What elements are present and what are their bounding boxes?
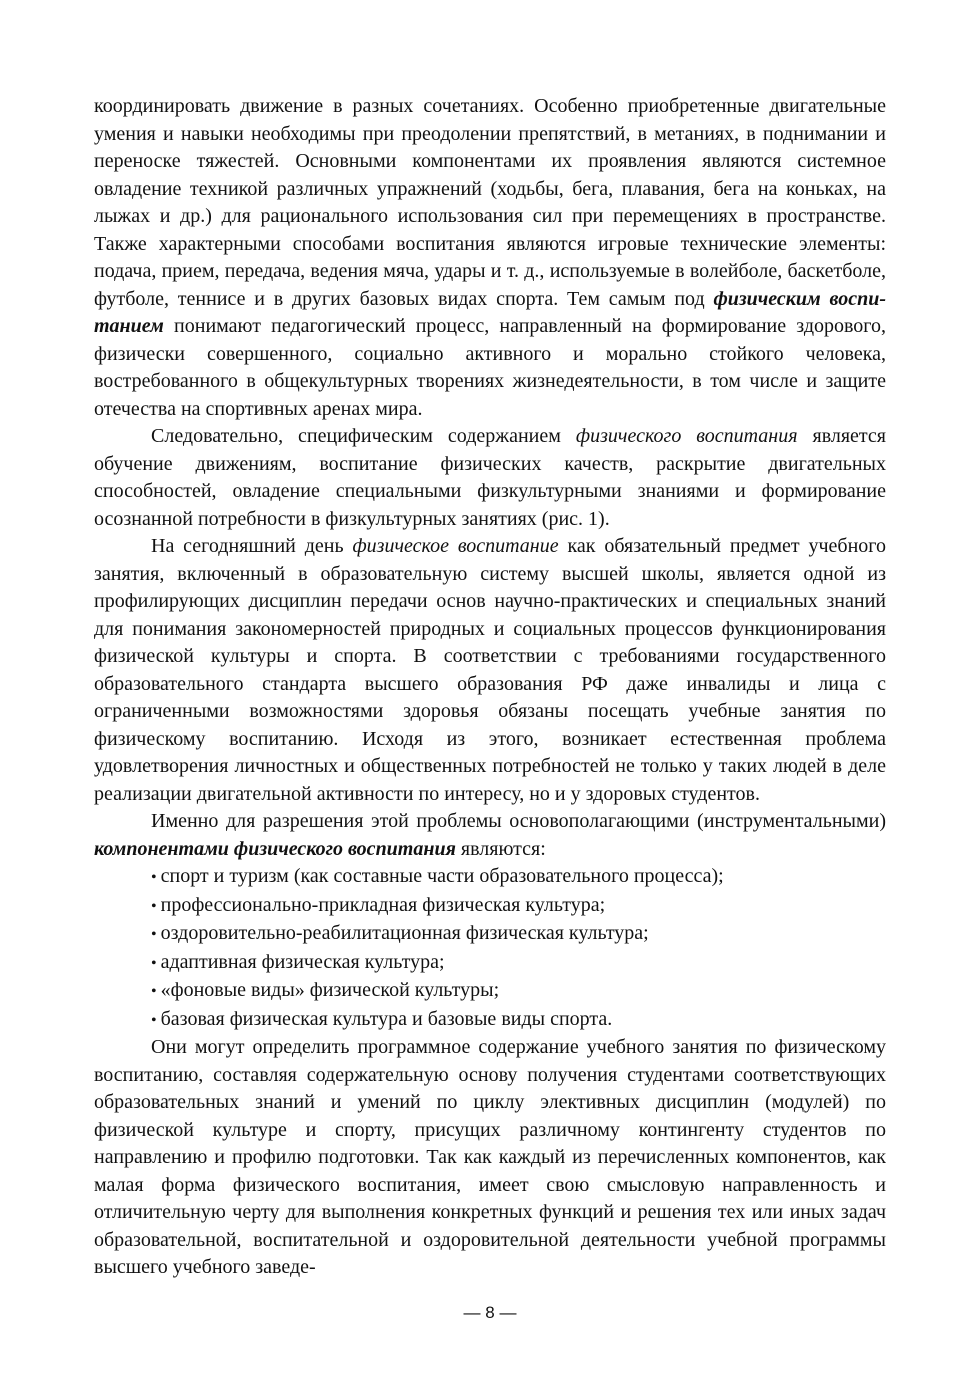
paragraph-4-text-b: являются: bbox=[455, 837, 546, 860]
paragraph-1-text-b: понимают педагогический процесс, направленный на формирование здорового, физически совершенного, социально активного и морально стойкого человека, востребованного в общекультурных творениях жизнедеятельности, в том числе и защите отечества на спортивных аренах мира. bbox=[94, 315, 886, 420]
paragraph-4-text-a: Именно для разрешения этой проблемы основополагающими (инструментальными) bbox=[151, 810, 886, 832]
list-item bbox=[151, 949, 886, 978]
list-item-text: оздоровительно-реабилитационная физическая культура; bbox=[160, 922, 649, 944]
list-item bbox=[151, 863, 886, 892]
paragraph-1-text-a: координировать движение в разных сочетаниях. Особенно приобретенные двигательные умения и навыки необходимы при преодолении препятствий, в метаниях, в поднимании и переноске тяжестей. Основными компонентами их проявления являются системное овладение техникой различных упражнений (ходьбы, бега, плавания, бега на коньках, на лыжах и др.) для рационального использования сил при перемещениях в пространстве. Также характерными способами воспитания являются игровые технические элементы: подача, прием, передача, ведения мяча, удары и т. д., используемые в волейболе, баскетболе, футболе, теннисе и в других базовых видах спорта. Тем самым под bbox=[94, 95, 886, 310]
bullet-icon: • bbox=[151, 1011, 157, 1029]
list-item bbox=[151, 892, 886, 921]
paragraph-2-emphasis: физического воспитания bbox=[575, 425, 798, 447]
list-item-text: «фоновые виды» физической культуры; bbox=[160, 979, 500, 1001]
components-list bbox=[94, 863, 886, 1034]
bullet-icon: • bbox=[151, 869, 157, 886]
paragraph-4-emphasis: компонентами физического воспитания bbox=[94, 837, 456, 860]
paragraph-3-text-a: На сегодняшний день bbox=[151, 535, 353, 557]
page-body bbox=[94, 93, 886, 1282]
bullet-icon: • bbox=[151, 897, 157, 915]
paragraph-1 bbox=[94, 93, 886, 423]
list-item bbox=[151, 1006, 886, 1035]
list-item-text: адаптивная физическая культура; bbox=[160, 950, 445, 973]
paragraph-2 bbox=[94, 423, 886, 533]
bullet-icon: • bbox=[151, 926, 157, 943]
paragraph-4 bbox=[94, 808, 886, 863]
list-item-text: спорт и туризм (как составные части образовательного процесса); bbox=[160, 865, 724, 887]
paragraph-5: Они могут определить программное содержание учебного занятия по физическому воспитанию, составляя содержательную основу получения студентами соответствующих образовательных знаний и умений по циклу элективных дисциплин (модулей) по физической культуре и спорту, присущих различному контингенту студентов по направлению и профилю подготовки. Так как каждый из перечисленных компонентов, как малая форма физического воспитания, имеет свою смысловую направленность и отличительную черту для выполнения конкретных функций и решения тех или иных задач образовательной, воспитательной и оздоровительной деятельности учебной программы высшего учебного заведе- bbox=[94, 1036, 886, 1278]
list-item-text: базовая физическая культура и базовые виды спорта. bbox=[160, 1007, 613, 1030]
page-number: — 8 — bbox=[463, 1303, 517, 1322]
paragraph-3 bbox=[94, 533, 886, 808]
paragraph-3-text-b: как обязательный предмет учебного занятия, включенный в образовательную систему высшей школы, является одной из профилирующих дисциплин передачи основ научно-практических и специальных знаний для понимания закономерностей природных и социальных процессов функционирования физической культуры и спорта. В соответствии с требованиями государственного образовательного стандарта высшего образования РФ даже инвалиды и лица с ограниченными возможностями здоровья обязаны посещать учебные занятия по физическому воспитанию. Исходя из этого, возникает естественная проблема удовлетворения личностных и общественных потребностей не только у таких людей в деле реализации двигательной активности по интересу, но и у здоровых студентов. bbox=[94, 535, 886, 805]
bullet-icon: • bbox=[151, 954, 157, 972]
list-item-text: профессионально-прикладная физическая культура; bbox=[160, 893, 606, 916]
list-item bbox=[151, 977, 886, 1006]
bullet-icon: • bbox=[151, 983, 157, 1000]
paragraph-3-emphasis: физическое воспитание bbox=[352, 535, 559, 557]
paragraph-2-text-a: Следовательно, специфическим содержанием bbox=[151, 425, 576, 447]
paragraph-1-emphasis: физическим воспитанием bbox=[94, 287, 887, 337]
paragraph-2-text-b: является обучение движениям, воспитание физических качеств, раскрытие двигательных способностей, овладение специальными физкультурными знаниями и формирование осознанной потребности в физкультурных занятиях (рис. 1). bbox=[94, 425, 886, 530]
list-item bbox=[151, 920, 886, 949]
